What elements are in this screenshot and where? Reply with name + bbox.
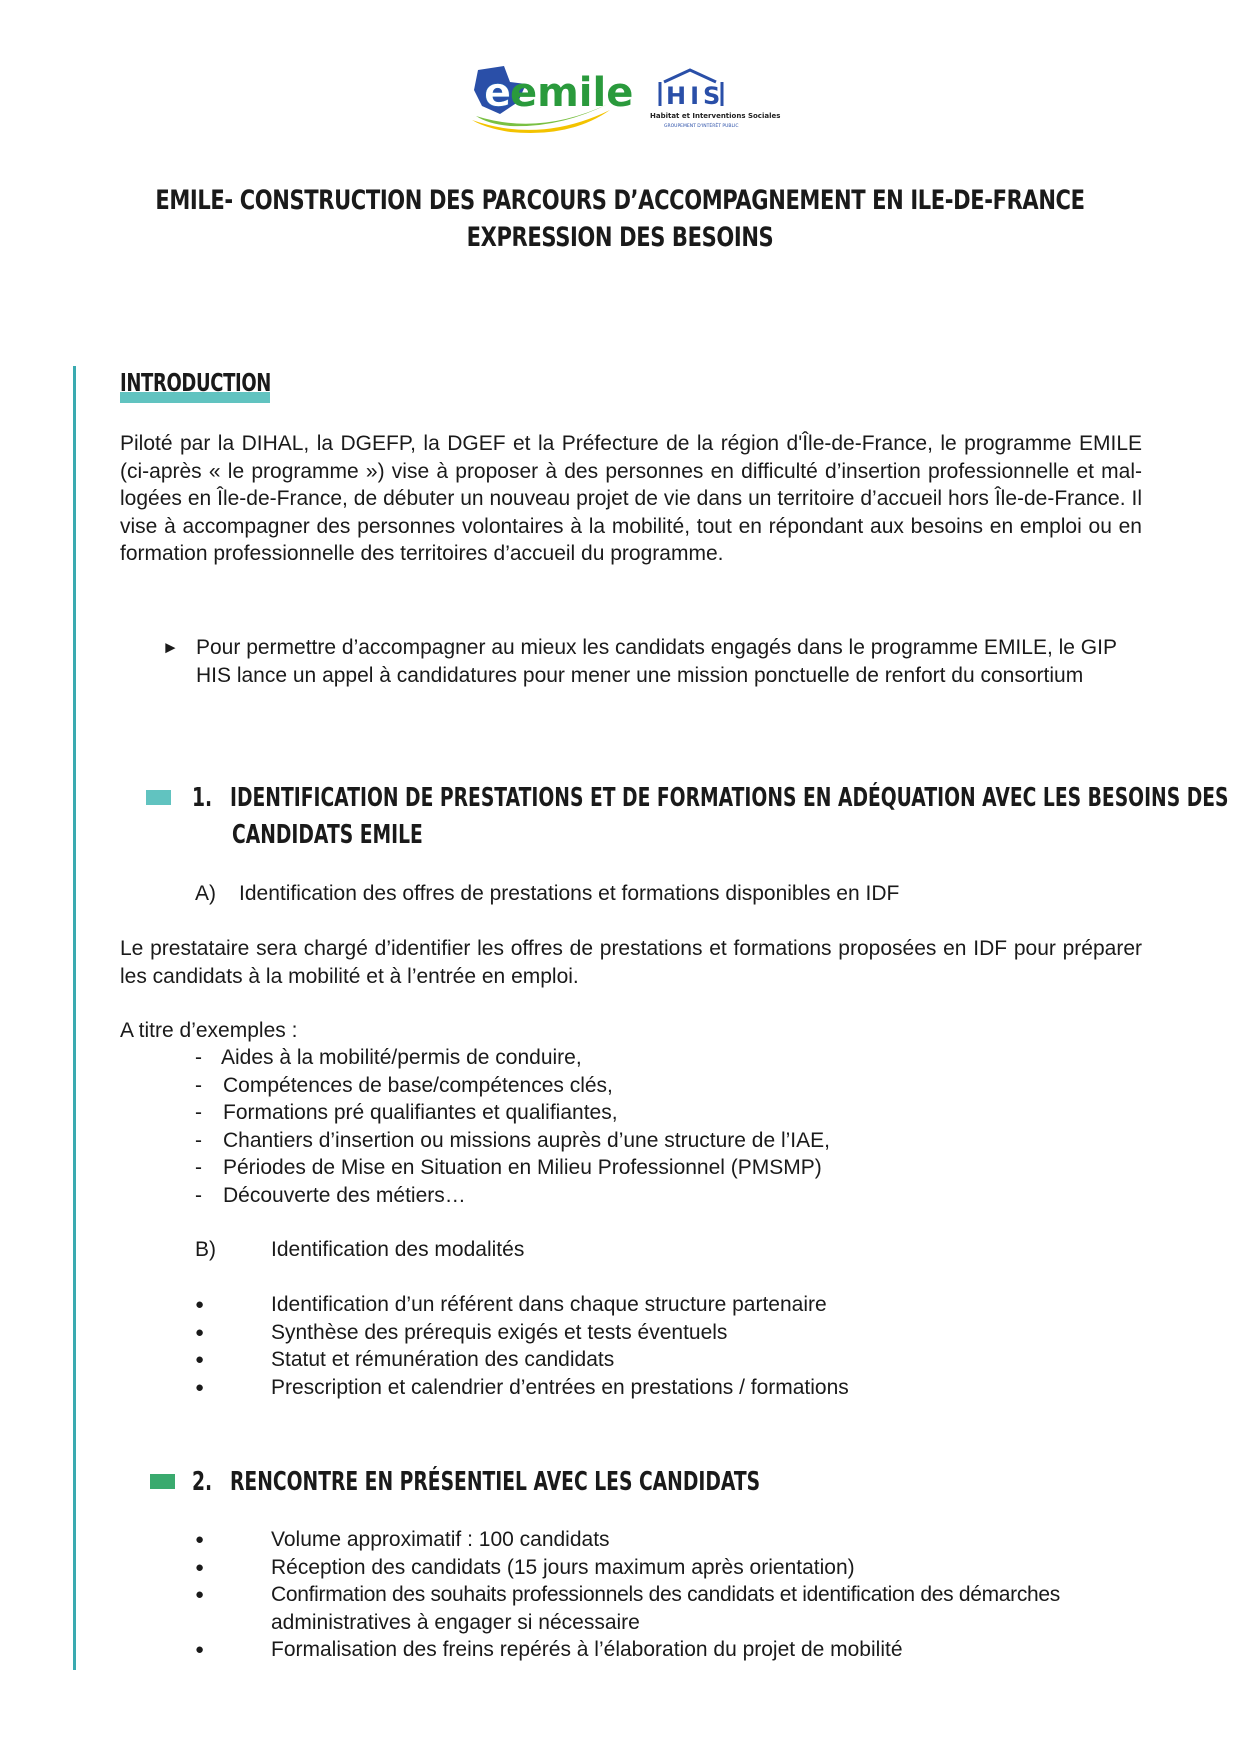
title-line-2: EXPRESSION DES BESOINS bbox=[466, 222, 774, 253]
examples-list bbox=[195, 1044, 1095, 1209]
list-item-text: Réception des candidats (15 jours maximum après orientation) bbox=[271, 1555, 855, 1579]
list-item bbox=[195, 1319, 1095, 1347]
his-logo bbox=[650, 66, 781, 136]
bullet-marker: ● bbox=[195, 1641, 205, 1658]
section-2-number: 2. bbox=[192, 1467, 213, 1497]
introduction-heading bbox=[120, 368, 270, 404]
list-item bbox=[195, 1291, 1095, 1319]
list-item-text: Confirmation des souhaits professionnels des candidats et identification des démarches bbox=[271, 1583, 1060, 1606]
dash-marker: - bbox=[195, 1101, 202, 1124]
list-item-text: Périodes de Mise en Situation en Milieu Professionnel (PMSMP) bbox=[223, 1156, 822, 1179]
list-item-text: Compétences de base/compétences clés, bbox=[223, 1073, 613, 1097]
subsection-b-text: Identification des modalités bbox=[271, 1238, 525, 1261]
section-2-list bbox=[195, 1526, 1155, 1664]
subsection-b-label: B) bbox=[195, 1238, 216, 1261]
list-item-continuation bbox=[195, 1609, 1155, 1637]
list-item-text: Synthèse des prérequis exigés et tests éventuels bbox=[271, 1320, 728, 1344]
his-logo-text: HIS bbox=[666, 82, 725, 110]
list-item bbox=[195, 1581, 1155, 1609]
bullet-marker: ● bbox=[195, 1586, 205, 1603]
subsection-a-text: Identification des offres de prestations et formations disponibles en IDF bbox=[239, 882, 900, 905]
examples-intro: A titre d’exemples : bbox=[120, 1019, 298, 1042]
list-item-text: Statut et rémunération des candidats bbox=[271, 1348, 615, 1371]
modalities-list bbox=[195, 1291, 1095, 1401]
dash-marker: - bbox=[195, 1046, 202, 1069]
bullet-marker: ● bbox=[195, 1296, 205, 1313]
list-item bbox=[195, 1154, 1095, 1182]
list-item bbox=[195, 1044, 1095, 1072]
svg-text:e: e bbox=[484, 70, 512, 116]
list-item bbox=[195, 1182, 1095, 1210]
subsection-b bbox=[195, 1236, 1095, 1264]
list-item bbox=[195, 1127, 1095, 1155]
section-1-number: 1. bbox=[192, 783, 213, 813]
arrow-item-text: Pour permettre d’accompagner au mieux les candidats engagés dans le programme EMILE, le GIP HIS lance un appel à candidatures pour mener une mission ponctuelle de renfort du consortium bbox=[196, 636, 1117, 687]
title-line-1: EMILE- CONSTRUCTION DES PARCOURS D’ACCOMPAGNEMENT EN ILE-DE-FRANCE bbox=[155, 185, 1085, 216]
subsection-a bbox=[195, 880, 1095, 908]
his-logo-subtitle2: GROUPEMENT D'INTÉRÊT PUBLIC bbox=[664, 124, 739, 129]
list-item bbox=[195, 1099, 1095, 1127]
introduction-heading-text: INTRODUCTION bbox=[120, 368, 271, 397]
list-item-text: Formations pré qualifiantes et qualifiantes, bbox=[223, 1101, 618, 1124]
list-item bbox=[195, 1554, 1155, 1582]
list-item-text: Chantiers d’insertion ou missions auprès d’une structure de l’IAE, bbox=[223, 1128, 830, 1152]
his-logo-subtitle: Habitat et Interventions Sociales bbox=[650, 112, 781, 120]
header-logos bbox=[0, 62, 1240, 142]
section-1-title-line-2: CANDIDATS EMILE bbox=[232, 820, 423, 850]
arrow-bullet-icon: ► bbox=[162, 638, 179, 657]
list-item-text: Prescription et calendrier d’entrées en prestations / formations bbox=[271, 1375, 849, 1399]
introduction-paragraph: Piloté par la DIHAL, la DGEFP, la DGEF et la Préfecture de la région d'Île-de-France, le programme EMILE (ci-après « le programme ») vise à proposer à des personnes en difficulté d’insertion professionnelle et mal-logées en Île-de-France, de débuter un nouveau projet de vie dans un territoire d’accueil hors Île-de-France. Il vise à accompagner des personnes volontaires à la mobilité, tout en répondant aux besoins en emploi ou en formation professionnelle des territoires d’accueil du programme. bbox=[120, 432, 1142, 565]
list-item bbox=[195, 1346, 1095, 1374]
bullet-marker: ● bbox=[195, 1378, 205, 1396]
list-item bbox=[195, 1374, 1095, 1402]
subsection-a-label: A) bbox=[195, 882, 216, 905]
list-item-text: Aides à la mobilité/permis de conduire, bbox=[221, 1046, 582, 1069]
bullet-marker: ● bbox=[195, 1531, 205, 1548]
emile-logo-text: emile bbox=[510, 70, 634, 116]
list-item bbox=[195, 1636, 1155, 1664]
left-margin-rule bbox=[73, 366, 76, 1670]
section-1-paragraph: Le prestataire sera chargé d’identifier les offres de prestations et formations proposées en IDF pour préparer les candidats à la mobilité et à l’entrée en emploi. bbox=[120, 937, 1142, 988]
list-item-text: Formalisation des freins repérés à l’élaboration du projet de mobilité bbox=[271, 1638, 903, 1661]
list-item-text: Découverte des métiers… bbox=[223, 1183, 466, 1207]
dash-marker: - bbox=[195, 1073, 202, 1097]
section-2-marker bbox=[150, 1474, 175, 1489]
list-item bbox=[195, 1072, 1095, 1100]
page-title bbox=[136, 182, 1103, 256]
list-item bbox=[195, 1526, 1155, 1554]
section-2-title: RENCONTRE EN PRÉSENTIEL AVEC LES CANDIDATS bbox=[230, 1467, 761, 1497]
list-item-text: Identification d’un référent dans chaque structure partenaire bbox=[271, 1293, 827, 1316]
bullet-marker: ● bbox=[195, 1558, 205, 1576]
dash-marker: - bbox=[195, 1156, 202, 1179]
dash-marker: - bbox=[195, 1128, 202, 1152]
section-1-title-line-1: IDENTIFICATION DE PRESTATIONS ET DE FORMATIONS EN ADÉQUATION AVEC LES BESOINS DES bbox=[230, 783, 1229, 813]
emile-logo bbox=[470, 62, 634, 134]
dash-marker: - bbox=[195, 1183, 202, 1207]
section-1-marker bbox=[146, 790, 171, 805]
bullet-marker: ● bbox=[195, 1323, 205, 1341]
list-item-text: Volume approximatif : 100 candidats bbox=[271, 1528, 610, 1551]
bullet-marker: ● bbox=[195, 1351, 205, 1368]
list-item-text: administratives à engager si nécessaire bbox=[271, 1610, 640, 1634]
